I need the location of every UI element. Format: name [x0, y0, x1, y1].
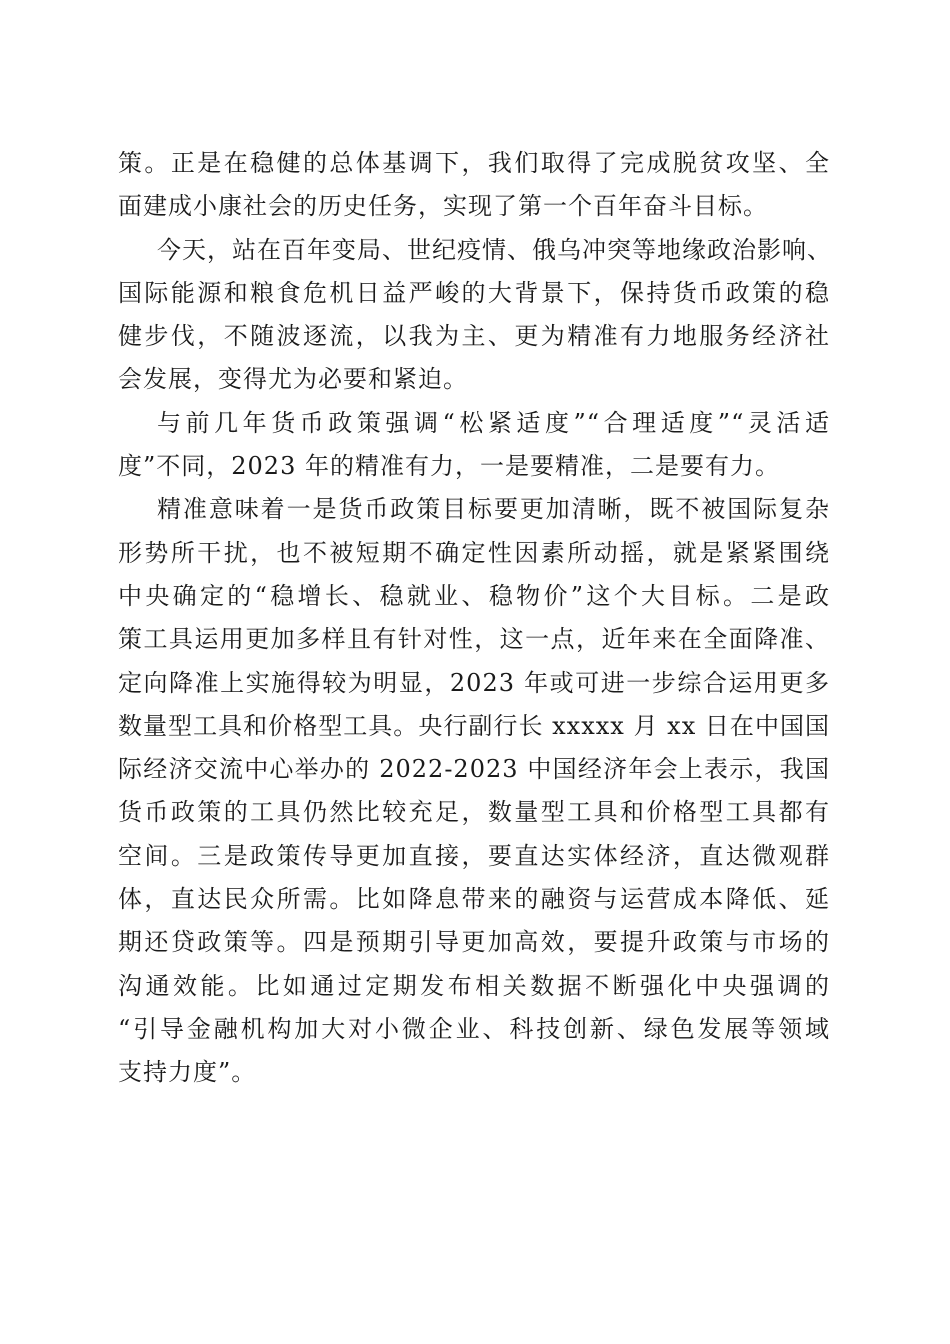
- text-line: “引导金融机构加大对小微企业、科技创新、绿色发展等领域: [118, 1014, 830, 1043]
- document-body: [118, 142, 830, 1095]
- text-line: 体，直达民众所需。比如降息带来的融资与运营成本降低、延: [118, 885, 830, 914]
- text-line: 中央确定的“稳增长、稳就业、稳物价”这个大目标。二是政: [118, 581, 830, 610]
- text-line: 沟通效能。比如通过定期发布相关数据不断强化中央强调的: [118, 971, 830, 1000]
- text-line: 度”不同，2023 年的精准有力，一是要精准，二是要有力。: [118, 452, 780, 481]
- text-line: 货币政策的工具仍然比较充足，数量型工具和价格型工具都有: [118, 798, 830, 827]
- text-line: 际经济交流中心举办的 2022-2023 中国经济年会上表示，我国: [118, 755, 830, 784]
- text-line: 策工具运用更加多样且有针对性，这一点，近年来在全面降准、: [118, 625, 830, 654]
- text-line: 国际能源和粮食危机日益严峻的大背景下，保持货币政策的稳: [118, 278, 830, 307]
- text-line: 精准意味着一是货币政策目标要更加清晰，既不被国际复杂: [157, 495, 830, 524]
- text-line: 今天，站在百年变局、世纪疫情、俄乌冲突等地缘政治影响、: [157, 235, 832, 264]
- text-line: 与前几年货币政策强调“松紧适度”“合理适度”“灵活适: [157, 408, 830, 437]
- text-line: 期还贷政策等。四是预期引导更加高效，要提升政策与市场的: [118, 928, 830, 957]
- text-line: 数量型工具和价格型工具。央行副行长 xxxxx 月 xx 日在中国国: [118, 711, 830, 740]
- text-line: 支持力度”。: [118, 1058, 257, 1087]
- text-line: 形势所干扰，也不被短期不确定性因素所动摇，就是紧紧围绕: [118, 538, 830, 567]
- text-line: 策。正是在稳健的总体基调下，我们取得了完成脱贫攻坚、全: [118, 149, 830, 177]
- text-line: 面建成小康社会的历史任务，实现了第一个百年奋斗目标。: [118, 192, 768, 221]
- text-line: 空间。三是政策传导更加直接，要直达实体经济，直达微观群: [118, 841, 830, 870]
- text-line: 定向降准上实施得较为明显，2023 年或可进一步综合运用更多: [118, 668, 830, 697]
- text-line: 会发展，变得尤为必要和紧迫。: [118, 365, 468, 394]
- text-line: 健步伐，不随波逐流，以我为主、更为精准有力地服务经济社: [118, 322, 830, 351]
